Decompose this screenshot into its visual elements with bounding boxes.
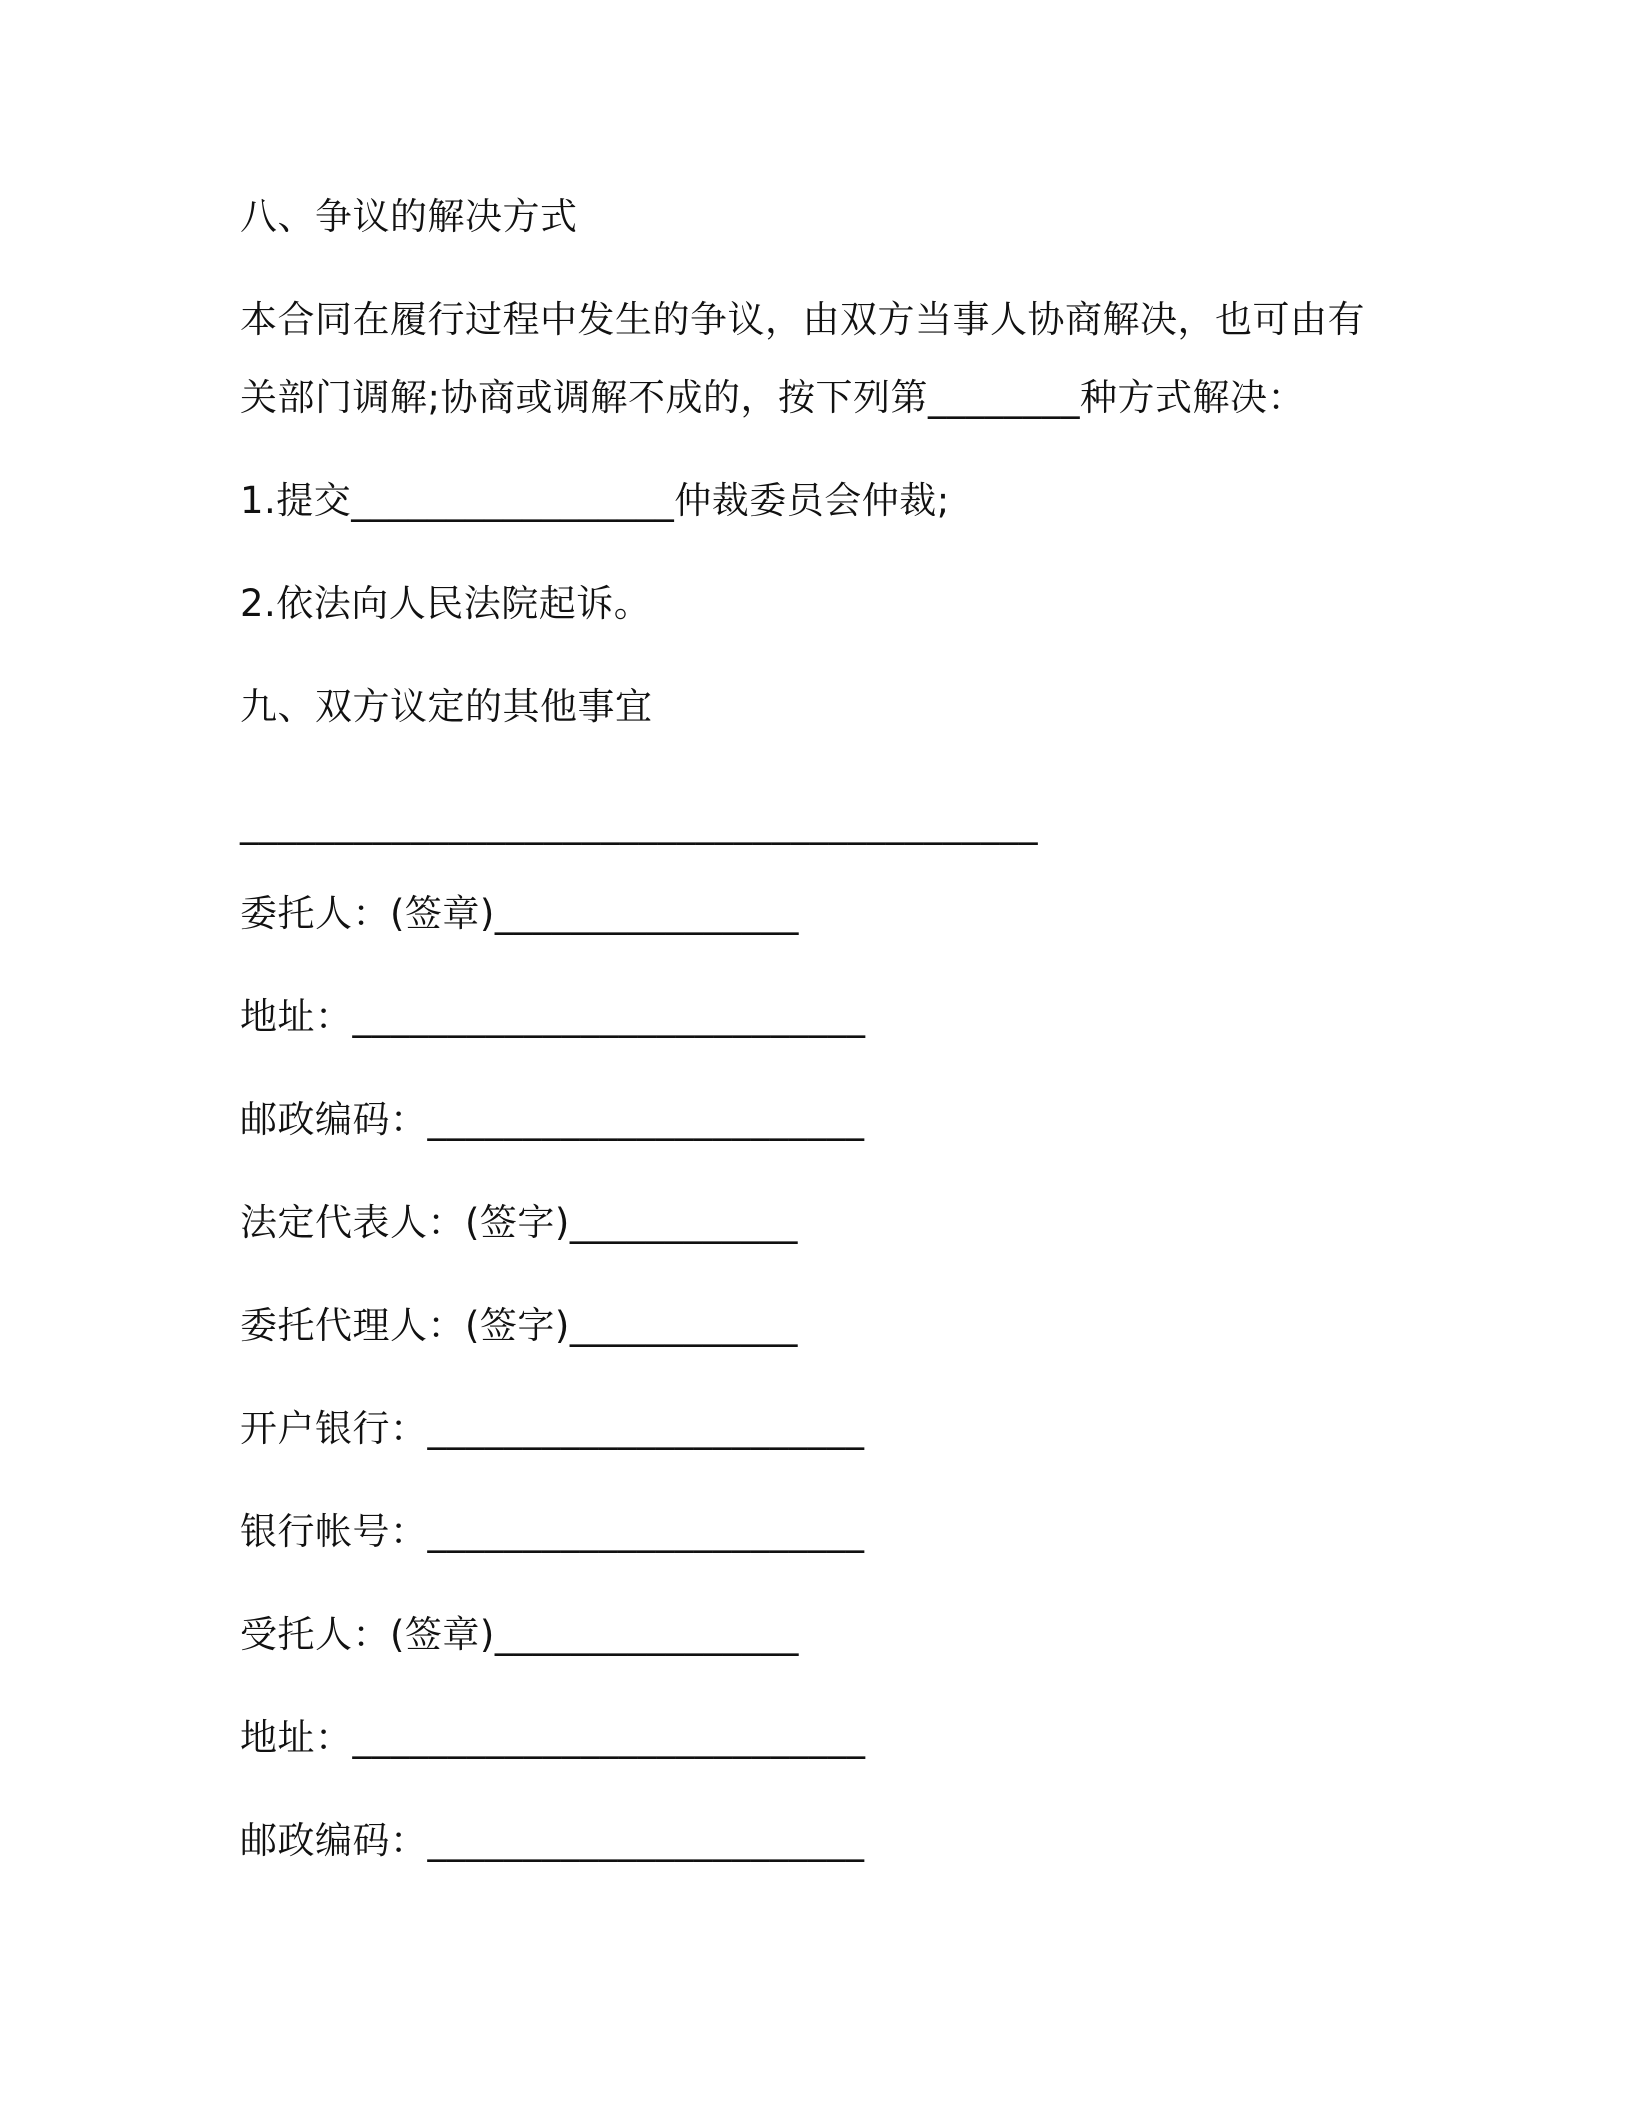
principal-address-line: 地址：___________________________: [240, 995, 866, 1038]
principal-postcode-line: 邮政编码：_______________________: [240, 1098, 865, 1141]
litigation-option: 2.依法向人民法院起诉。: [240, 582, 652, 625]
bank-name-line: 开户银行：_______________________: [240, 1407, 865, 1450]
section-heading-dispute-resolution: 八、争议的解决方式: [240, 195, 578, 238]
section-heading-other-matters: 九、双方议定的其他事宜: [240, 685, 653, 728]
legal-representative-line: 法定代表人：(签字)____________: [240, 1201, 798, 1244]
bank-account-line: 银行帐号：_______________________: [240, 1510, 865, 1553]
arbitration-option: 1.提交_________________仲裁委员会仲裁;: [240, 479, 950, 522]
other-matters-blank-line: __________________________________________: [240, 802, 1038, 845]
trustee-postcode-line: 邮政编码：_______________________: [240, 1819, 865, 1862]
principal-signature-line: 委托人：(签章)________________: [240, 892, 799, 935]
dispute-paragraph-line-1: 本合同在履行过程中发生的争议，由双方当事人协商解决，也可由有: [240, 298, 1365, 341]
authorized-agent-line: 委托代理人：(签字)____________: [240, 1304, 798, 1347]
trustee-signature-line: 受托人：(签章)________________: [240, 1613, 799, 1656]
trustee-address-line: 地址：___________________________: [240, 1716, 866, 1759]
dispute-paragraph-line-2: 关部门调解;协商或调解不成的，按下列第________种方式解决：: [240, 376, 1305, 419]
